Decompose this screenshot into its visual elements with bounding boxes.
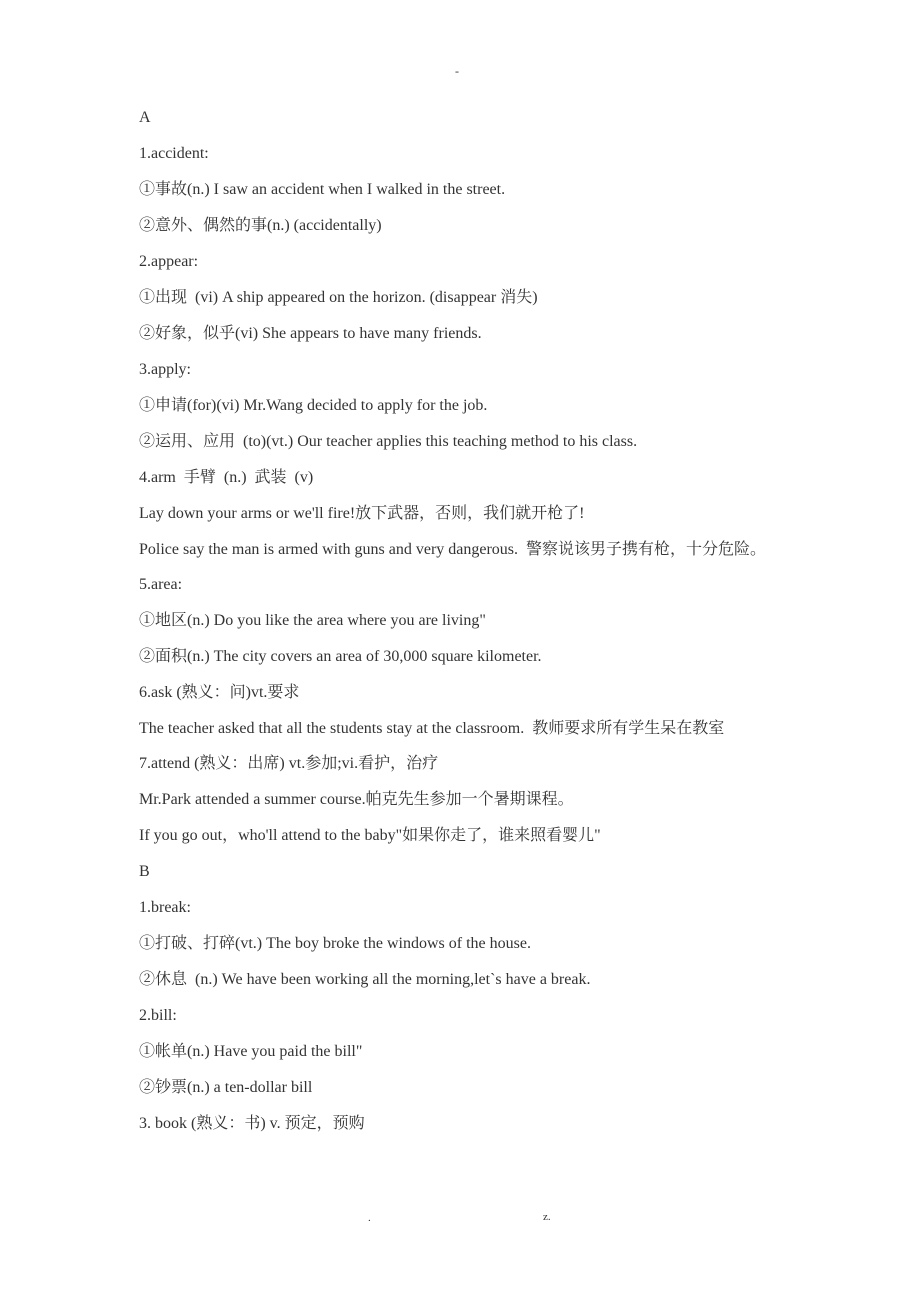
entry-heading-accident: 1.accident: [139, 145, 209, 162]
entry-line: ②意外、偶然的事(n.) (accidentally) [139, 217, 382, 234]
entry-line: ②面积(n.) The city covers an area of 30,000 square kilometer. [139, 648, 542, 665]
entry-heading-book: 3. book (熟义：书) v. 预定，预购 [139, 1115, 365, 1132]
page-footer-dot: . [368, 1212, 371, 1224]
entry-heading-area: 5.area: [139, 576, 183, 593]
document-body [139, 108, 809, 1150]
example-sentence: If you go out，who'll attend to the baby"如果你走了，谁来照看婴儿" [139, 827, 601, 844]
entry-line: ①出现 (vi) A ship appeared on the horizon. (disappear 消失) [139, 289, 538, 306]
entry-line: ②钞票(n.) a ten-dollar bill [139, 1079, 313, 1096]
section-heading-a: A [139, 109, 151, 126]
entry-line: ①打破、打碎(vt.) The boy broke the windows of the house. [139, 935, 531, 952]
example-sentence: Police say the man is armed with guns and very dangerous. 警察说该男子携有枪，十分危险。 [139, 541, 767, 558]
entry-line: ①地区(n.) Do you like the area where you are living" [139, 612, 486, 629]
entry-line: ①申请(for)(vi) Mr.Wang decided to apply for the job. [139, 397, 488, 414]
entry-line: ②好象，似乎(vi) She appears to have many friends. [139, 325, 482, 342]
entry-heading-break: 1.break: [139, 899, 191, 916]
example-sentence: Lay down your arms or we'll fire!放下武器，否则，我们就开枪了! [139, 505, 585, 522]
example-sentence: Mr.Park attended a summer course.帕克先生参加一个暑期课程。 [139, 791, 574, 808]
entry-line: ①帐单(n.) Have you paid the bill" [139, 1043, 363, 1060]
section-heading-b: B [139, 863, 150, 880]
entry-heading-ask: 6.ask (熟义：问)vt.要求 [139, 684, 300, 701]
example-sentence: The teacher asked that all the students stay at the classroom. 教师要求所有学生呆在教室 [139, 720, 725, 737]
page-footer-mark: z. [543, 1211, 551, 1223]
entry-heading-apply: 3.apply: [139, 361, 191, 378]
entry-line: ②运用、应用 (to)(vt.) Our teacher applies this teaching method to his class. [139, 433, 638, 450]
entry-heading-arm: 4.arm 手臂 (n.) 武装 (v) [139, 469, 314, 486]
entry-heading-appear: 2.appear: [139, 253, 199, 270]
entry-line: ①事故(n.) I saw an accident when I walked in the street. [139, 181, 506, 198]
entry-heading-bill: 2.bill: [139, 1007, 177, 1024]
page-header-mark: - [455, 64, 459, 78]
entry-heading-attend: 7.attend (熟义：出席) vt.参加;vi.看护，治疗 [139, 755, 439, 772]
entry-line: ②休息 (n.) We have been working all the morning,let`s have a break. [139, 971, 591, 988]
